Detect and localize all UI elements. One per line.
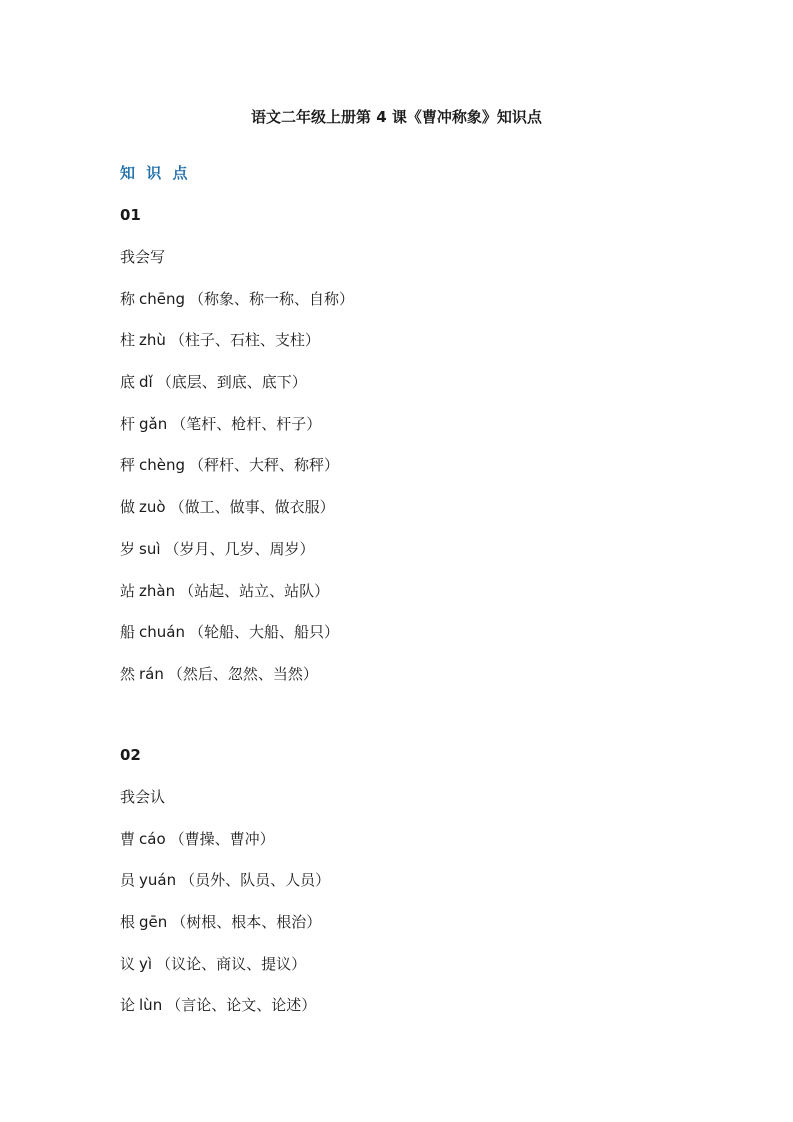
entry-pinyin: lùn — [139, 996, 163, 1015]
list-item — [120, 371, 680, 393]
entry-words: （树根、根本、根治） — [171, 913, 322, 932]
section-label: 我会认 — [120, 788, 166, 806]
entry-char: 船 — [120, 623, 136, 642]
list-item — [120, 953, 680, 975]
entry-char: 做 — [120, 498, 136, 517]
list-item — [120, 663, 680, 685]
document-title: 语文二年级上册第 4 课《曹冲称象》知识点 — [251, 108, 542, 126]
entry-char: 柱 — [120, 331, 136, 350]
entry-words: （言论、论文、论述） — [166, 996, 317, 1015]
entry-char: 员 — [120, 871, 136, 890]
list-item — [120, 288, 680, 310]
entry-char: 根 — [120, 913, 136, 932]
entry-char: 称 — [120, 289, 136, 308]
entry-pinyin: gǎn — [139, 414, 168, 433]
entry-words: （员外、队员、人员） — [180, 871, 331, 890]
entry-pinyin: suì — [139, 539, 161, 558]
entry-pinyin: zhù — [139, 331, 166, 350]
entry-words: （柱子、石柱、支柱） — [169, 331, 320, 350]
entry-char: 然 — [120, 664, 136, 683]
list-item — [120, 454, 680, 476]
entry-char: 岁 — [120, 539, 136, 558]
entry-pinyin: chèng — [139, 456, 186, 475]
entry-char: 曹 — [120, 829, 136, 848]
entry-pinyin: rán — [139, 664, 164, 683]
entry-char: 杆 — [120, 414, 136, 433]
list-item — [120, 869, 680, 891]
list-item — [120, 413, 680, 435]
entry-pinyin: chēng — [139, 289, 186, 308]
list-item — [120, 329, 680, 351]
list-item — [120, 496, 680, 518]
entry-char: 论 — [120, 996, 136, 1015]
entry-char: 站 — [120, 581, 136, 600]
entry-words: （笔杆、枪杆、杆子） — [171, 414, 322, 433]
entry-char: 秤 — [120, 456, 136, 475]
entry-words: （做工、做事、做衣服） — [169, 498, 335, 517]
list-item — [120, 621, 680, 643]
entry-words: （议论、商议、提议） — [156, 954, 307, 973]
list-item — [120, 828, 680, 850]
entry-pinyin: gēn — [139, 913, 168, 932]
section-heading: 知 识 点 — [120, 164, 191, 182]
section-number: 02 — [120, 746, 141, 764]
entry-char: 底 — [120, 373, 136, 392]
list-item — [120, 994, 680, 1016]
entry-words: （然后、忽然、当然） — [167, 664, 318, 683]
section-number: 01 — [120, 206, 141, 224]
entry-pinyin: dǐ — [139, 373, 153, 392]
entry-words: （底层、到底、底下） — [156, 373, 307, 392]
entry-char: 议 — [120, 954, 136, 973]
entry-pinyin: cáo — [139, 829, 166, 848]
entry-pinyin: zhàn — [139, 581, 176, 600]
entry-pinyin: yuán — [139, 871, 177, 890]
entry-words: （秤杆、大秤、称秤） — [189, 456, 340, 475]
entry-words: （岁月、几岁、周岁） — [164, 539, 315, 558]
section-label: 我会写 — [120, 248, 166, 266]
section-01 — [120, 204, 680, 685]
entry-pinyin: yì — [139, 954, 153, 973]
entry-words: （称象、称一称、自称） — [189, 289, 355, 308]
entry-words: （轮船、大船、船只） — [188, 623, 339, 642]
entry-pinyin: chuán — [139, 623, 185, 642]
list-item — [120, 580, 680, 602]
entry-words: （站起、站立、站队） — [179, 581, 330, 600]
section-02 — [120, 744, 680, 1016]
entry-words: （曹操、曹冲） — [169, 829, 275, 848]
list-item — [120, 538, 680, 560]
list-item — [120, 911, 680, 933]
entry-pinyin: zuò — [139, 498, 166, 517]
